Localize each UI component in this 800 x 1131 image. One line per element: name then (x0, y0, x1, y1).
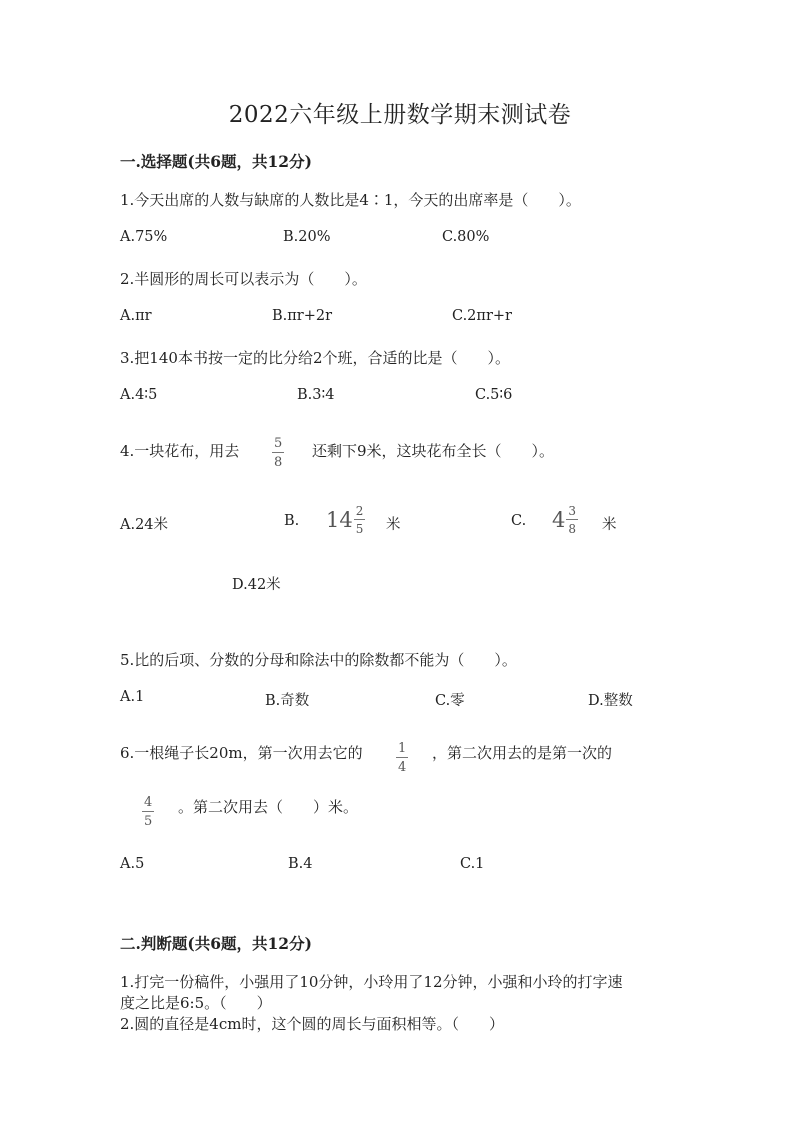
q2-option-b: B.πr+2r (272, 308, 333, 324)
question-6-suffix: 。第二次用去（ ）米。 (178, 798, 359, 816)
question-1: 1.今天出席的人数与缺席的人数比是4∶1，今天的出席率是（ ）。 (120, 191, 581, 209)
page-title: 2022六年级上册数学期末测试卷 (228, 102, 572, 128)
q4-option-b-unit: 米 (386, 517, 401, 533)
q4-option-b-label: B. (284, 513, 300, 529)
q4-b-numerator: 2 (355, 504, 364, 518)
question-6-middle: ，第二次用去的是第一次的 (432, 744, 613, 762)
tf-question-2: 2.圆的直径是4cm时，这个圆的周长与面积相等。（ ） (120, 1015, 504, 1033)
q2-option-c: C.2πr+r (452, 308, 512, 324)
q6-option-c: C.1 (460, 856, 485, 872)
q4-fraction-numerator: 5 (274, 436, 283, 451)
q6-fraction-1-denominator: 4 (398, 760, 407, 775)
q1-option-b: B.20% (283, 229, 331, 245)
q2-option-a: A.πr (120, 308, 152, 324)
q4-option-b-mixed-number (326, 505, 365, 535)
question-3: 3.把140本书按一定的比分给2个班，合适的比是（ ）。 (120, 349, 510, 367)
q6-fraction-1-numerator: 1 (398, 741, 407, 756)
question-2: 2.半圆形的周长可以表示为（ ）。 (120, 270, 367, 288)
q4-option-c-mixed-number (552, 505, 578, 535)
section-heading-choice: 一.选择题(共6题，共12分) (120, 152, 312, 171)
q6-fraction-2 (142, 791, 154, 828)
q4-c-numerator: 3 (568, 504, 577, 518)
q6-fraction-2-numerator: 4 (144, 795, 153, 810)
q3-option-c: C.5∶6 (475, 387, 513, 403)
q4-fraction-denominator: 8 (274, 455, 283, 470)
q6-option-b: B.4 (288, 856, 313, 872)
q6-fraction-1 (396, 737, 408, 774)
question-5: 5.比的后项、分数的分母和除法中的除数都不能为（ ）。 (120, 651, 517, 669)
q4-b-whole: 14 (326, 508, 353, 532)
q5-option-b: B.奇数 (265, 693, 310, 709)
q6-fraction-2-denominator: 5 (144, 814, 153, 829)
question-6-prefix: 6.一根绳子长20m，第一次用去它的 (120, 744, 363, 762)
q4-option-c-unit: 米 (602, 517, 617, 533)
question-4-suffix: 还剩下9米，这块花布全长（ ）。 (312, 442, 555, 460)
q3-option-b: B.3∶4 (297, 387, 335, 403)
q4-option-a: A.24米 (120, 517, 169, 533)
q4-b-denominator: 5 (355, 522, 364, 536)
q4-fraction (272, 432, 284, 469)
q6-option-a: A.5 (120, 856, 145, 872)
q4-c-whole: 4 (552, 508, 566, 532)
q3-option-a: A.4∶5 (120, 387, 158, 403)
q5-option-a: A.1 (120, 689, 145, 705)
section-heading-true-false: 二.判断题(共6题，共12分) (120, 934, 312, 953)
tf-question-1-line-2: 度之比是6:5。（ ） (120, 994, 272, 1012)
q1-option-c: C.80% (442, 229, 490, 245)
q1-option-a: A.75% (120, 229, 168, 245)
q5-option-c: C.零 (435, 693, 465, 709)
question-4-prefix: 4.一块花布，用去 (120, 442, 240, 460)
q4-option-d: D.42米 (232, 577, 281, 593)
tf-question-1-line-1: 1.打完一份稿件，小强用了10分钟，小玲用了12分钟，小强和小玲的打字速 (120, 973, 623, 991)
q4-c-denominator: 8 (568, 522, 577, 536)
q5-option-d: D.整数 (588, 693, 633, 709)
q4-option-c-label: C. (511, 513, 527, 529)
